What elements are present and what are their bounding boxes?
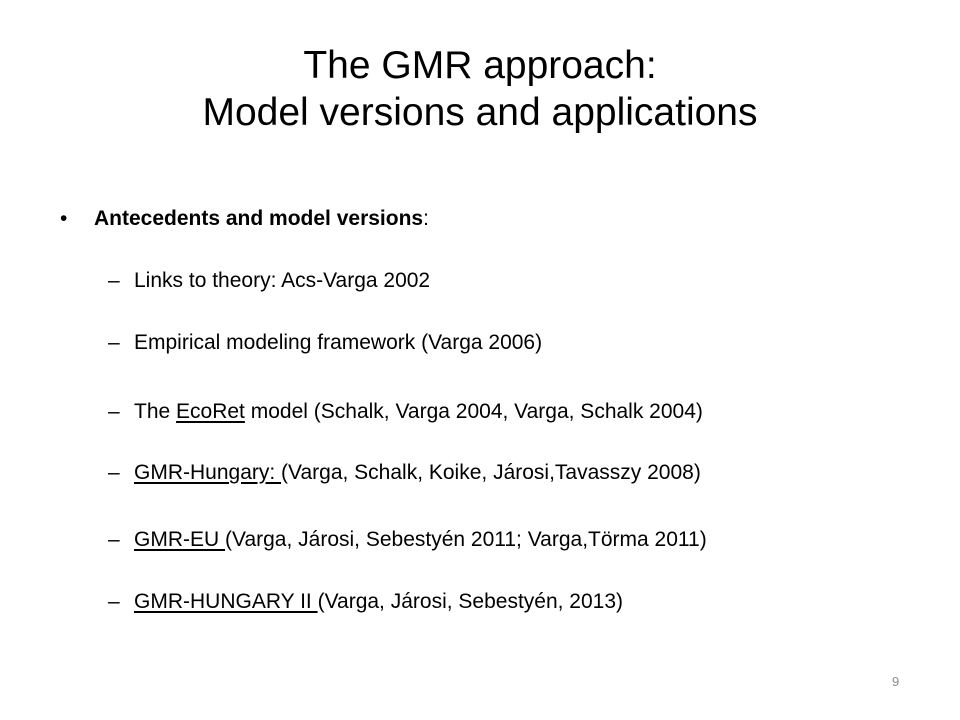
dash-icon: – [108, 461, 120, 484]
bullet-antecedents [60, 205, 429, 233]
bullet-colon: : [423, 207, 429, 230]
item-text: model (Schalk, Varga 2004, Varga, Schalk 2004) [244, 400, 703, 423]
gmr-eu-link[interactable]: GMR-EU [134, 528, 225, 551]
item-text: (Varga, Járosi, Sebestyén, 2013) [317, 590, 624, 613]
item-text: (Varga, Schalk, Koike, Járosi,Tavasszy 2008) [281, 461, 701, 484]
list-item [108, 398, 703, 426]
bullet-heading: Antecedents and model versions [94, 207, 424, 230]
ecoret-link[interactable]: EcoRet [176, 400, 245, 423]
list-item [108, 459, 701, 487]
list-item [108, 526, 707, 554]
title-line-1: The GMR approach: [303, 44, 657, 87]
dash-icon: – [108, 528, 120, 551]
item-prefix: The [134, 400, 177, 423]
dash-icon: – [108, 590, 120, 613]
page-number: 9 [892, 674, 900, 689]
list-item [108, 588, 623, 616]
dash-icon: – [108, 331, 120, 354]
slide-title [0, 42, 960, 136]
dash-icon: – [108, 269, 120, 292]
gmr-hungary-link[interactable]: GMR-Hungary: [134, 461, 282, 484]
item-text: Empirical modeling framework (Varga 2006) [134, 331, 543, 354]
list-item [108, 267, 430, 295]
bullet-icon: • [60, 207, 68, 230]
item-text: (Varga, Járosi, Sebestyén 2011; Varga,Törma 2011) [225, 528, 707, 551]
gmr-hungary-ii-link[interactable]: GMR-HUNGARY II [134, 590, 318, 613]
dash-icon: – [108, 400, 120, 423]
item-text: Links to theory: Acs-Varga 2002 [134, 269, 431, 292]
title-line-2: Model versions and applications [202, 91, 758, 134]
list-item [108, 329, 542, 357]
